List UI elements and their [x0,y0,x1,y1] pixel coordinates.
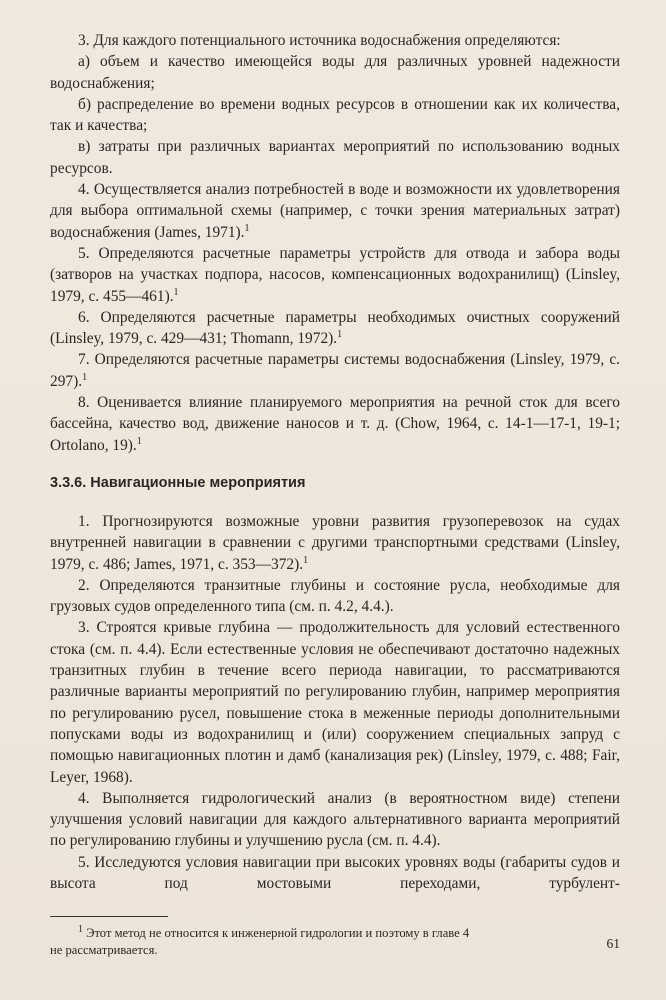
footnote-mark: 1 [78,924,83,936]
footnote-continuation: не рассматривается. [50,943,158,958]
paragraph-text: 6. Определяются расчетные параметры необходимых очистных сооружений (Linsley, 1979, с. 429—431; Thomann, 1972). [50,308,620,348]
paragraph-text: 5. Исследуются условия навигации при высоких уровнях воды (габариты судов и высота под мостовыми переходами, турбулент- [50,853,620,892]
top-section [50,30,620,456]
paragraph-text: 4. Осуществляется анализ потребностей в воде и возможности их удовлетворения для выбора оптимальной схемы (например, с точки зрения материальных затрат) водоснабжения (James, 1971). [50,181,620,241]
footnote-ref: 1 [173,286,179,298]
footnote-divider [50,916,168,917]
bottom-section [50,511,620,894]
paragraph-text: 3. Строятся кривые глубина — продолжительность для условий естественного стока (см. п. 4.4). Если естественные условия не обеспечивают достаточно надежных транзитных глубин в течение всего периода навигации, то рассматриваются различные варианты мероприятий по регулированию глубин, например мероприятия по регулированию русел, повышение стока в меженные периоды дополнительными попусками воды из водохранилищ и (или) сооружением специальных запруд с помощью навигационных плотин и дамб (канализация рек) (Linsley, 1979, с. 488; Fair, Leyer, 1968). [50,619,620,786]
footnote-ref: 1 [337,329,343,341]
paragraph [50,788,620,852]
paragraph-text: в) затраты при различных вариантах мероприятий по использованию водных ресурсов. [50,138,620,177]
footnote [50,925,620,942]
paragraph-text: 2. Определяются транзитные глубины и состояние русла, необходимые для грузовых судов определенного типа (см. п. 4.2, 4.4.). [50,576,620,616]
footnote-ref: 1 [244,222,250,234]
paragraph [50,243,620,307]
paragraph [50,136,620,179]
footnote-ref: 1 [303,554,309,566]
paragraph [50,94,620,137]
paragraph-text: 4. Выполняется гидрологический анализ (в вероятностном виде) степени улучшения условий навигации для каждого альтернативного варианта мероприятий по регулированию глубины и улучшению русла (см. п. 4.4). [50,789,620,850]
paragraph [50,51,620,94]
paragraph [50,179,620,243]
paragraph [50,349,620,392]
footnote-ref: 1 [136,435,142,447]
footnote-text: Этот метод не относится к инженерной гидрологии и поэтому в главе 4 [86,926,470,941]
paragraph [50,617,620,787]
paragraph-text: 5. Определяются расчетные параметры устройств для отвода и забора воды (затворов на участках подпора, насосов, компенсационных водохранилищ) (Linsley, 1979, с. 455—461). [50,244,620,305]
paragraph [50,392,620,456]
paragraph-text: 8. Оценивается влияние планируемого мероприятия на речной сток для всего бассейна, качество вод, движение наносов и т. д. (Chow, 1964, с. 14-1—17-1, 19-1; Ortolano, 19). [50,394,620,454]
paragraph [50,575,620,618]
paragraph-text: б) распределение во времени водных ресурсов в отношении как их количества, так и качества; [50,95,620,135]
paragraph-text: 1. Прогнозируются возможные уровни развития грузоперевозок на судах внутренней навигации в сравнении с другими транспортными средствами (Linsley, 1979, с. 486; James, 1971, с. 353—372). [50,512,620,573]
paragraph-text: а) объем и качество имеющейся воды для различных уровней надежности водоснабжения; [50,53,620,92]
footnote-ref: 1 [82,371,88,383]
paragraph-text: 7. Определяются расчетные параметры системы водоснабжения (Linsley, 1979, с. 297). [50,351,620,390]
paragraph [50,307,620,350]
page-number: 61 [606,936,620,951]
paragraph [50,852,620,895]
section-heading: 3.3.6. Навигационные мероприятия [50,474,306,491]
paragraph-text: 3. Для каждого потенциального источника водоснабжения определяются: [78,32,561,49]
paragraph [50,511,620,575]
paragraph [50,30,620,51]
